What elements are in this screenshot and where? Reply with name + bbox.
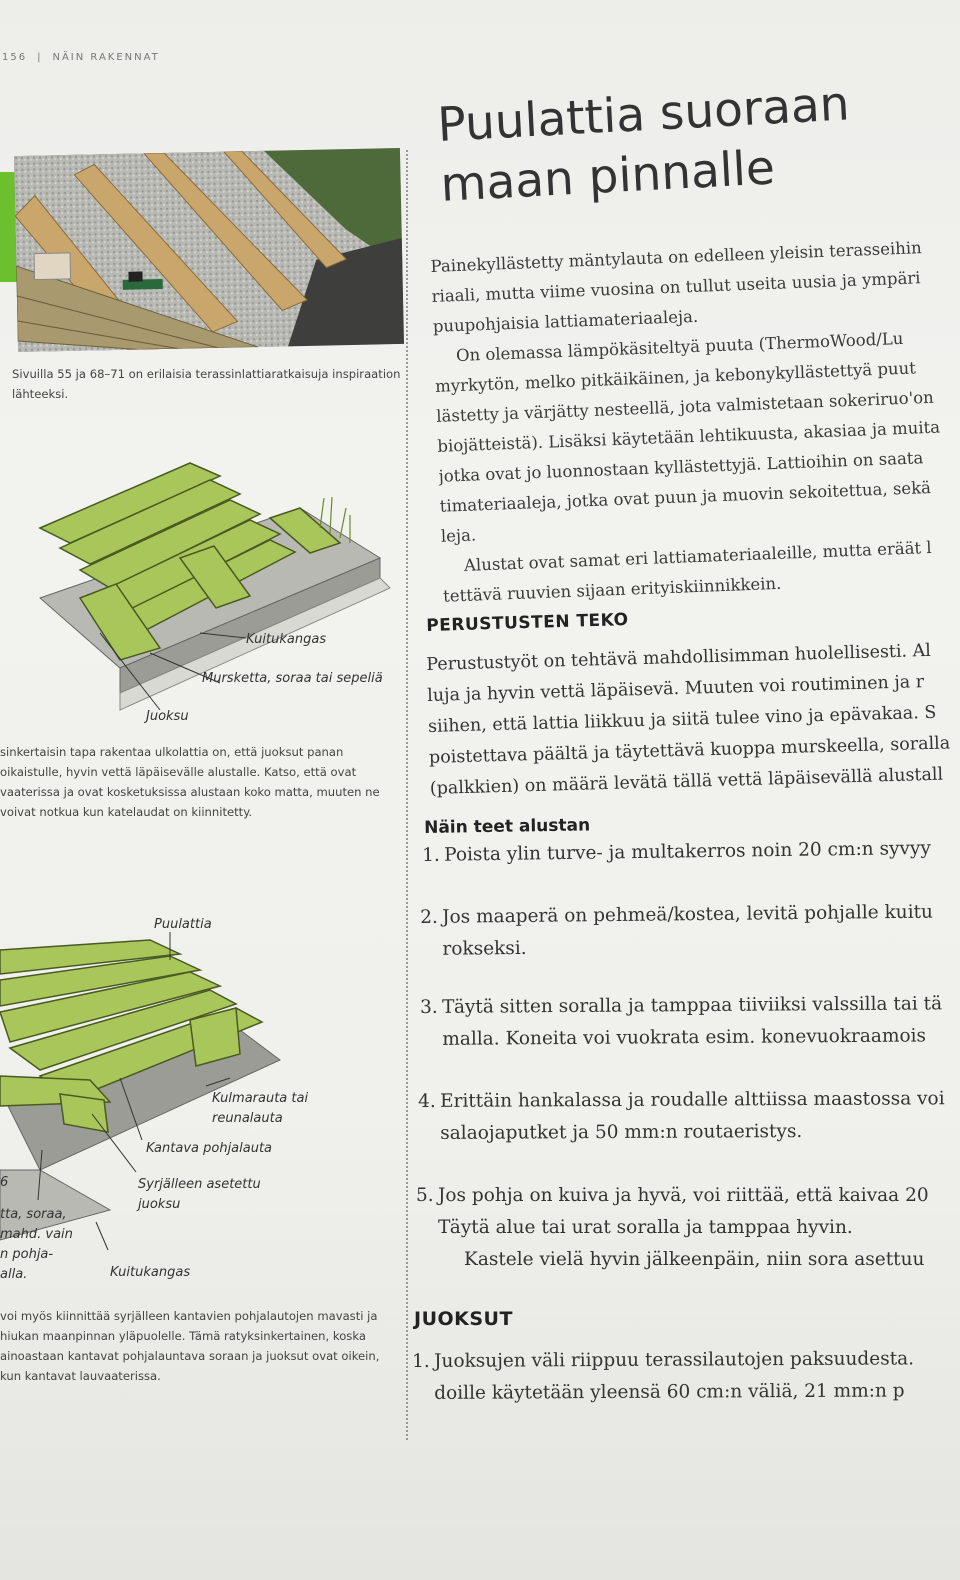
diagram-deck-on-joists xyxy=(0,910,330,1290)
label-syrjalleen-1: Syrjälleen asetettu xyxy=(138,1177,261,1192)
label-kulmarauta-1: Kulmarauta tai xyxy=(212,1091,309,1106)
step-5 xyxy=(416,1180,956,1276)
page-number: 156 xyxy=(2,52,28,63)
para2-line: jotka ovat jo luonnostaan kyllästettyjä. Lattioihin on saata xyxy=(438,448,924,486)
para3-line: Alustat ovat samat eri lattiamateriaaleille, mutta eräät l xyxy=(463,537,932,575)
heading-perustusten-teko: PERUSTUSTEN TEKO xyxy=(426,609,629,636)
diagram1-caption: sinkertaisin tapa rakentaa ulkolattia on, että juoksut panan oikaistulle, hyvin vettä läpäisevälle alustalle. Katso, että ovat vaaterissa ja ovat kosketuksissa alustaan koko matta, muuten ne voivat notkua kun katelaudat on kiinnitetty. xyxy=(0,745,380,819)
para2-line: timateriaaleja, jotka ovat puun ja muovin sekoitettua, sekä xyxy=(439,477,932,516)
step-3 xyxy=(420,988,960,1056)
header-separator: | xyxy=(37,52,43,63)
step-line: Täytä sitten soralla ja tamppaa tiiviiksi valssilla tai tä xyxy=(442,993,943,1018)
title-line-1: Puulattia suoraan xyxy=(436,76,851,153)
intro-line: Painekyllästetty mäntylauta on edelleen yleisin terasseihin xyxy=(430,238,923,276)
label-juoksu: Juoksu xyxy=(146,709,189,724)
photo-caption: Sivuilla 55 ja 68–71 on erilaisia terassinlattiaratkaisuja inspiraation lähteeksi. xyxy=(12,367,401,401)
step-1 xyxy=(422,832,960,872)
step-number: 2. xyxy=(420,906,438,928)
perustus-paragraph xyxy=(426,635,960,805)
perus-line: luja ja hyvin vettä läpäisevä. Muuten voi routiminen ja r xyxy=(427,672,925,706)
step-4 xyxy=(418,1083,958,1150)
perus-line: poistettava päältä ja täytettävä kuoppa murskeella, soralla xyxy=(428,733,951,768)
label-left-3: n pohja- xyxy=(0,1247,54,1262)
running-header xyxy=(2,52,160,63)
step-number: 3. xyxy=(420,996,438,1018)
para2-line: lästetty ja värjätty nesteellä, jota valmistetaan sokeriruo'on xyxy=(435,387,935,426)
step-line: Poista ylin turve- ja multakerros noin 20 cm:n syvyy xyxy=(444,837,931,866)
intro-line: riaali, mutta viime vuosina on tullut useita uusia ja ympäri xyxy=(431,268,921,306)
step-line: salaojaputket ja 50 mm:n routaeristys. xyxy=(440,1120,803,1144)
label-syrjalleen-2: juoksu xyxy=(138,1197,181,1212)
perus-line: (palkkien) on määrä levätä tällä vettä läpäisevällä alustall xyxy=(429,764,944,799)
item-line: Juoksujen väli riippuu terassilautojen paksuudesta. xyxy=(434,1348,915,1372)
label-kantava-pohjalauta: Kantava pohjalauta xyxy=(146,1141,273,1156)
intro-line: puupohjaisia lattiamateriaaleja. xyxy=(432,306,699,336)
step-line: Erittäin hankalassa ja roudalle alttiissa maastossa voi xyxy=(440,1088,945,1112)
step-line: rokseksi. xyxy=(442,937,527,960)
diagram2-caption: voi myös kiinnittää syrjälleen kantavien pohjalautojen mavasti ja hiukan maanpinnan yläpuolelle. Tämä ratyksinkertainen, koska ainoastaan kantavat pohjalauntava soraan ja juoksut ovat oikein, kun kantavat lauvaaterissa. xyxy=(0,1309,380,1383)
label-six: 6 xyxy=(0,1175,9,1190)
perus-line: siihen, että lattia liikkuu ja siitä tulee vino ja epävakaa. S xyxy=(427,702,937,737)
section-name: NÄIN RAKENNAT xyxy=(52,52,160,63)
para2-line: leja. xyxy=(440,525,477,546)
step-2 xyxy=(420,896,960,966)
column-divider xyxy=(406,150,408,1440)
item-line: doille käytetään yleensä 60 cm:n väliä, 21 mm:n p xyxy=(434,1380,905,1404)
deck-construction-photo xyxy=(14,148,404,352)
step-line: Jos pohja on kuiva ja hyvä, voi riittää, että kaivaa 20 xyxy=(438,1185,929,1206)
perus-line: Perustustyöt on tehtävä mahdollisimman huolellisesti. Al xyxy=(426,640,932,675)
juoksut-item-1 xyxy=(412,1343,952,1410)
article-intro xyxy=(430,232,960,612)
step-line: Jos maaperä on pehmeä/kostea, levitä pohjalle kuitu xyxy=(442,901,934,928)
heading-juoksut: JUOKSUT xyxy=(414,1308,513,1330)
title-line-2: maan pinnalle xyxy=(439,140,777,213)
label-kuitukangas-1: Kuitukangas xyxy=(246,632,327,647)
step-line: Kastele vielä hyvin jälkeenpäin, niin sora asettuu xyxy=(464,1249,925,1270)
heading-nain-teet-alustan: Näin teet alustan xyxy=(424,815,591,838)
diagram-deck-on-gravel xyxy=(20,448,400,738)
step-line: malla. Koneita voi vuokrata esim. konevuokraamois xyxy=(442,1025,927,1050)
item-number: 1. xyxy=(412,1350,430,1372)
label-kuitukangas-2: Kuitukangas xyxy=(110,1265,191,1280)
article-title xyxy=(436,69,960,216)
label-kulmarauta-2: reunalauta xyxy=(212,1111,283,1126)
para3-line: tettävä ruuvien sijaan erityiskiinnikkein. xyxy=(442,573,782,606)
label-left-4: alla. xyxy=(0,1267,28,1282)
para2-line: biojätteistä). Lisäksi käytetään lehtikuusta, akasiaa ja muita xyxy=(437,417,941,456)
label-left-1: tta, soraa, xyxy=(0,1207,67,1222)
step-number: 4. xyxy=(418,1090,436,1112)
label-murske: Mursketta, soraa tai sepeliä xyxy=(202,671,383,686)
label-puulattia: Puulattia xyxy=(154,917,212,932)
step-number: 1. xyxy=(422,844,441,866)
label-left-2: mahd. vain xyxy=(0,1227,73,1242)
para2-line: On olemassa lämpökäsiteltyä puuta (ThermoWood/Lu xyxy=(455,328,904,366)
step-line: Täytä alue tai urat soralla ja tamppaa hyvin. xyxy=(438,1217,853,1238)
para2-line: myrkytön, melko pitkäikäinen, ja kebonykyllästettyä puut xyxy=(434,358,917,396)
step-number: 5. xyxy=(416,1185,434,1206)
